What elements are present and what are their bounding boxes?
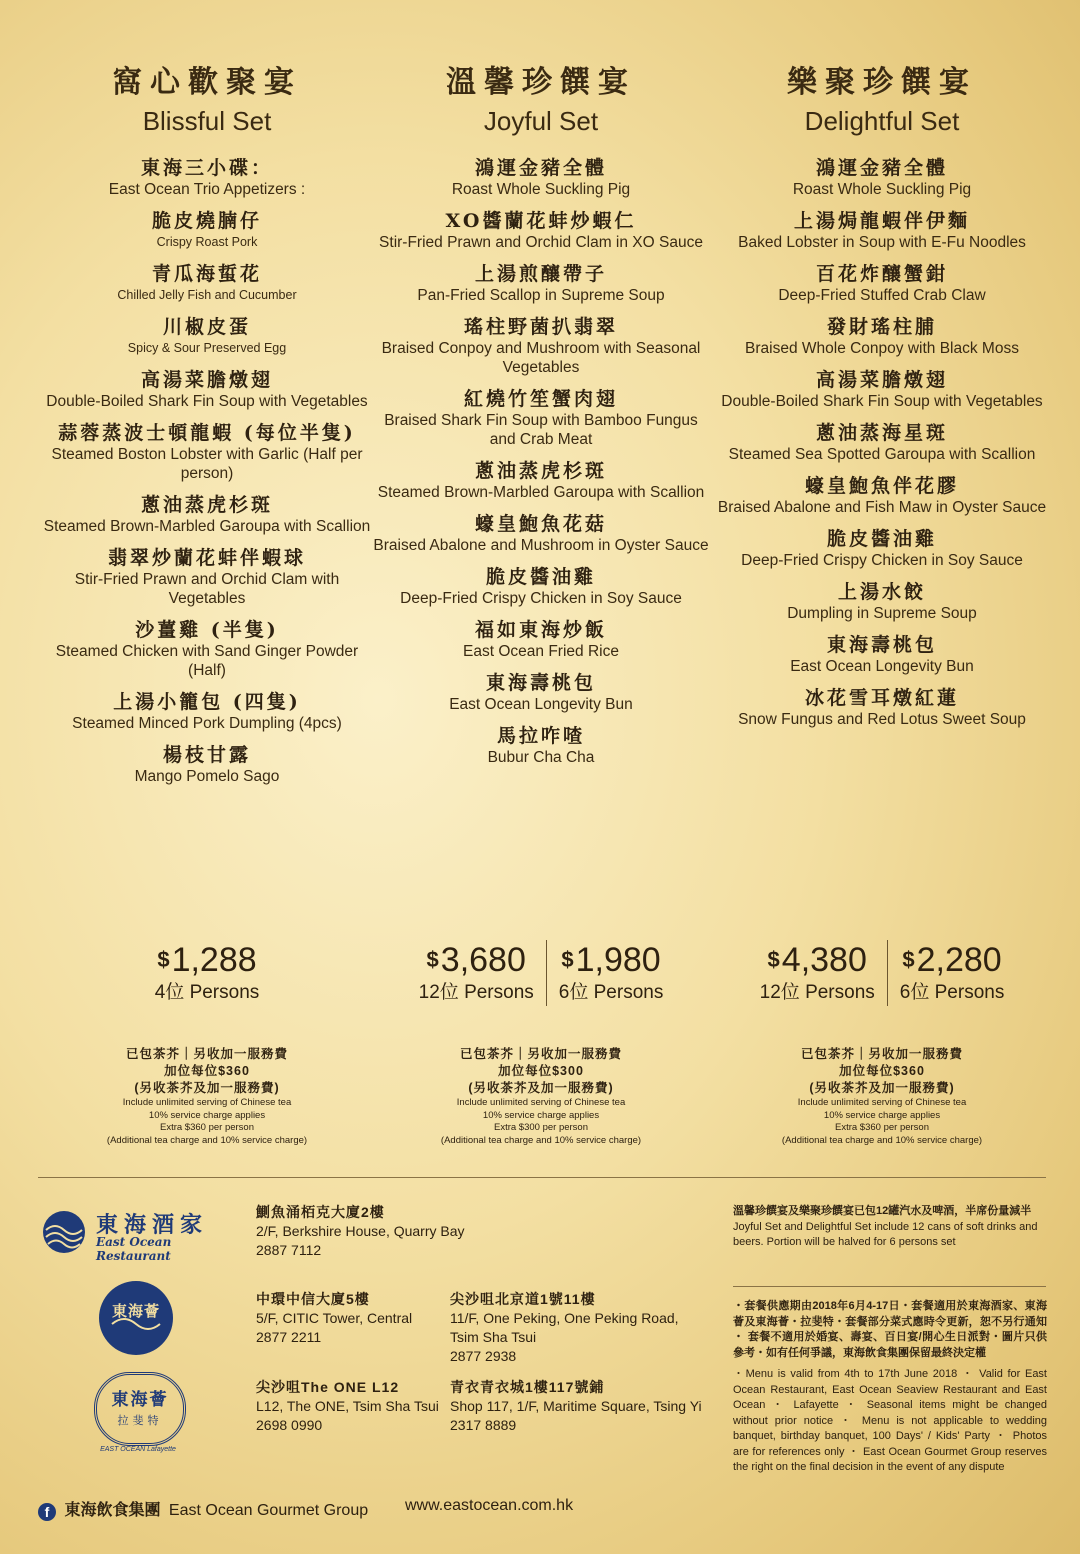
- dish-item: [37, 546, 377, 608]
- dish-name-zh: 蒜蓉蒸波士頓龍蝦 (每位半隻): [58, 422, 356, 444]
- dish-name-zh: 鴻運金豬全體: [474, 157, 607, 179]
- dish-name-en: Braised Abalone and Fish Maw in Oyster Sauce: [717, 499, 1047, 516]
- set-column-delightful: [712, 62, 1052, 739]
- dish-name-zh: 蔥油蒸虎杉斑: [474, 460, 607, 482]
- dish-name-en: Steamed Sea Spotted Garoupa with Scallion: [728, 446, 1036, 463]
- price-box: [748, 940, 887, 1006]
- dish-name-en: Spicy & Sour Preserved Egg: [127, 341, 287, 355]
- dish-name-zh: 上湯小籠包 (四隻): [113, 691, 301, 713]
- dish-name-en: Baked Lobster in Soup with E-Fu Noodles: [738, 234, 1026, 251]
- dish-name-zh: 蔥油蒸虎杉斑: [140, 494, 273, 516]
- dish-item: [371, 671, 711, 714]
- dish-item: [371, 565, 711, 608]
- dish-name-zh: 青瓜海蜇花: [151, 263, 262, 285]
- dish-name-zh: 東海三小碟：: [140, 157, 273, 179]
- price-amount: $4,380: [767, 941, 867, 979]
- dish-item: [37, 156, 377, 199]
- dish-item: [37, 315, 377, 358]
- address-tsing-yi: 青衣青衣城1樓117號鋪 Shop 117, 1/F, Maritime Square, Tsing Yi 2317 8889: [450, 1379, 702, 1433]
- price-amount: $1,980: [561, 941, 661, 979]
- dish-name-en: Dumpling in Supreme Soup: [787, 605, 977, 622]
- price-delightful: [712, 940, 1052, 1006]
- dish-item: [37, 368, 377, 411]
- dish-name-zh: 福如東海炒飯: [474, 619, 607, 641]
- dish-name-en: Deep-Fried Crispy Chicken in Soy Sauce: [741, 552, 1023, 569]
- lafayette-name-en: EAST OCEAN Lafayette: [100, 1446, 176, 1453]
- set-title-en: Blissful Set: [142, 106, 272, 136]
- dish-item: [371, 512, 711, 555]
- price-blissful: [37, 940, 377, 1006]
- address-quarry-bay: 鰂魚涌栢克大廈2樓 2/F, Berkshire House, Quarry Bay 2887 7112: [256, 1204, 465, 1258]
- dish-name-en: Steamed Boston Lobster with Garlic (Half per person): [51, 446, 363, 482]
- price-persons: 4位 Persons: [154, 982, 260, 1003]
- dish-name-en: Steamed Brown-Marbled Garoupa with Scallion: [43, 518, 371, 535]
- seaview-logo: [98, 1280, 174, 1356]
- service-note: 已包茶芥｜另收加一服務費 加位每位$300 (另收茶芥及加一服務費) Include unlimited serving of Chinese tea 10% service charge applies Extra $300 per person (Additional tea charge and 10% service charge): [440, 1047, 642, 1146]
- dish-name-en: Chilled Jelly Fish and Cucumber: [117, 288, 297, 302]
- dish-name-zh: 楊枝甘露: [162, 744, 251, 766]
- dish-item: [712, 209, 1052, 252]
- set-title-en: Delightful Set: [804, 106, 960, 136]
- website-link[interactable]: www.eastocean.com.hk: [405, 1497, 574, 1514]
- lafayette-sub-zh: 拉斐特: [117, 1414, 163, 1427]
- dish-name-zh: 高湯菜膽燉翅: [140, 369, 273, 391]
- price-box: [546, 940, 676, 1006]
- dish-name-en: Roast Whole Suckling Pig: [451, 181, 631, 198]
- price-persons: 6位 Persons: [899, 982, 1005, 1003]
- dish-name-zh: 紅燒竹笙蟹肉翅: [463, 388, 618, 410]
- dish-name-en: Deep-Fried Crispy Chicken in Soy Sauce: [400, 590, 682, 607]
- set-title-zh: 溫馨珍饌宴: [446, 65, 636, 100]
- dish-name-en: Steamed Brown-Marbled Garoupa with Scallion: [377, 484, 705, 501]
- dish-name-en: Double-Boiled Shark Fin Soup with Vegetables: [46, 393, 368, 410]
- east-ocean-name-zh: 東海酒家: [96, 1212, 209, 1238]
- dish-name-zh: 鴻運金豬全體: [815, 157, 948, 179]
- dish-item: [371, 618, 711, 661]
- dish-name-en: Roast Whole Suckling Pig: [792, 181, 972, 198]
- dish-name-en: Stir-Fried Prawn and Orchid Clam with Vegetables: [74, 571, 340, 607]
- address-central: 中環中信大廈5樓 5/F, CITIC Tower, Central 2877 2211: [256, 1291, 413, 1345]
- set-title-en: Joyful Set: [483, 106, 599, 136]
- dish-name-zh: 發財瑤柱脯: [826, 316, 937, 338]
- divider: [733, 1286, 1046, 1287]
- dish-name-zh: 川椒皮蛋: [162, 316, 251, 338]
- dish-item: [712, 156, 1052, 199]
- dish-name-en: East Ocean Trio Appetizers :: [108, 181, 306, 198]
- dish-item: [712, 686, 1052, 729]
- east-ocean-emblem-icon: [42, 1210, 86, 1254]
- dish-list: [712, 156, 1052, 729]
- facebook-icon[interactable]: f: [38, 1503, 56, 1521]
- price-joyful: [371, 940, 711, 1006]
- dish-name-zh: 上湯煎釀帶子: [474, 263, 607, 285]
- dish-name-en: Steamed Chicken with Sand Ginger Powder (Half): [55, 643, 359, 679]
- dish-item: [712, 368, 1052, 411]
- lafayette-logo: [88, 1372, 188, 1462]
- dish-item: [371, 156, 711, 199]
- dish-item: [371, 387, 711, 449]
- price-persons: 6位 Persons: [558, 982, 664, 1003]
- price-box: [143, 940, 272, 1006]
- dish-item: [37, 618, 377, 680]
- east-ocean-name-en: East Ocean Restaurant: [96, 1235, 172, 1263]
- dish-name-en: East Ocean Longevity Bun: [449, 696, 633, 713]
- dish-item: [712, 580, 1052, 623]
- dish-name-zh: 東海壽桃包: [826, 634, 937, 656]
- dish-name-en: East Ocean Longevity Bun: [790, 658, 974, 675]
- group-name-en: East Ocean Gourmet Group: [168, 1502, 369, 1519]
- dish-item: [371, 724, 711, 767]
- lafayette-name-zh: 東海薈: [111, 1390, 169, 1410]
- dish-name-zh: 沙薑雞 (半隻): [135, 619, 279, 641]
- set-column-joyful: [371, 62, 711, 777]
- dish-item: [371, 459, 711, 502]
- service-note: 已包茶芥｜另收加一服務費 加位每位$360 (另收茶芥及加一服務費) Include unlimited serving of Chinese tea 10% service charge applies Extra $360 per person (Additional tea charge and 10% service charge): [106, 1047, 308, 1146]
- dish-name-zh: 東海壽桃包: [485, 672, 596, 694]
- dish-name-en: Crispy Roast Pork: [156, 235, 258, 249]
- dish-item: [371, 315, 711, 377]
- dish-item: [712, 315, 1052, 358]
- divider: [38, 1177, 1046, 1178]
- dish-list: [371, 156, 711, 767]
- dish-item: [37, 690, 377, 733]
- dish-name-zh: 百花炸釀蟹鉗: [815, 263, 948, 285]
- dish-name-en: Steamed Minced Pork Dumpling (4pcs): [72, 715, 342, 732]
- dish-name-en: Braised Whole Conpoy with Black Moss: [745, 340, 1019, 357]
- dish-name-en: Mango Pomelo Sago: [134, 768, 280, 785]
- seaview-name-zh: 東海薈: [111, 1302, 160, 1320]
- set-title-zh: 窩心歡聚宴: [112, 65, 302, 100]
- dish-name-en: Braised Abalone and Mushroom in Oyster Sauce: [373, 537, 709, 554]
- dish-name-zh: 上湯水餃: [837, 581, 926, 603]
- address-the-one: 尖沙咀The ONE L12 L12, The ONE, Tsim Sha Tsui 2698 0990: [256, 1379, 439, 1433]
- dish-name-en: Snow Fungus and Red Lotus Sweet Soup: [738, 711, 1026, 728]
- price-persons: 12位 Persons: [759, 982, 875, 1003]
- dish-item: [371, 262, 711, 305]
- dish-name-zh: 脆皮醬油雞: [826, 528, 937, 550]
- address-one-peking: 尖沙咀北京道1號11樓 11/F, One Peking, One Peking Road, Tsim Sha Tsui 2877 2938: [450, 1291, 679, 1364]
- dish-name-en: Deep-Fried Stuffed Crab Claw: [778, 287, 986, 304]
- price-box: [407, 940, 546, 1006]
- dish-name-zh: 蠔皇鮑魚伴花膠: [804, 475, 959, 497]
- dish-item: [712, 474, 1052, 517]
- dish-name-zh: 脆皮燒腩仔: [151, 210, 262, 232]
- dish-name-zh: 冰花雪耳燉紅蓮: [804, 687, 959, 709]
- dish-item: [37, 493, 377, 536]
- dish-name-en: Braised Conpoy and Mushroom with Seasonal Vegetables: [381, 340, 701, 376]
- dish-item: [37, 743, 377, 786]
- lafayette-badge: [94, 1372, 186, 1446]
- dish-name-zh: XO醬蘭花蚌炒蝦仁: [445, 210, 637, 232]
- price-amount: $3,680: [426, 941, 526, 979]
- dish-name-zh: 翡翠炒蘭花蚌伴蝦球: [107, 547, 306, 569]
- service-note: 已包茶芥｜另收加一服務費 加位每位$360 (另收茶芥及加一服務費) Include unlimited serving of Chinese tea 10% service charge applies Extra $360 per person (Additional tea charge and 10% service charge): [781, 1047, 983, 1146]
- dish-item: [712, 633, 1052, 676]
- dish-name-zh: 高湯菜膽燉翅: [815, 369, 948, 391]
- dish-name-zh: 瑤柱野菌扒翡翠: [463, 316, 618, 338]
- terms-note: ・套餐供應期由2018年6月4-17日・套餐適用於東海酒家、東海薈及東海薈・拉斐特・套餐部分菜式應時令更新，恕不另行通知 ・ 套餐不適用於婚宴、壽宴、百日宴/開心生日派對・圖片只供參考・如有任何爭議，東海飲食集團保留最終決定權 ・Menu is valid from 4th to 17th June 2018 ・ Valid for East Ocean Restaurant, East Ocean Seaview Restaurant and East Ocean ・ Lafayette ・ Seasonal items might be changed without prior notice ・ Menu is not applicable to wedding banquet, birthday banquet, 100 Days' / Kids' Party ・ Photos are for references only ・ East Ocean Gourmet Group reserves the right on the final decision in the event of any dispute: [733, 1300, 1047, 1473]
- dish-name-zh: 上湯焗龍蝦伴伊麵: [793, 210, 970, 232]
- dish-item: [37, 421, 377, 483]
- dish-item: [712, 527, 1052, 570]
- dish-name-en: Bubur Cha Cha: [487, 749, 595, 766]
- dish-list: [37, 156, 377, 786]
- dish-name-en: Stir-Fried Prawn and Orchid Clam in XO Sauce: [379, 234, 703, 251]
- drinks-note: 溫馨珍饌宴及樂聚珍饌宴已包12罐汽水及啤酒，半席份量減半 Joyful Set and Delightful Set include 12 cans of soft drinks and beers. Portion will be halved for 6 persons set: [733, 1205, 1038, 1248]
- east-ocean-logo: [42, 1208, 232, 1263]
- dish-name-en: Double-Boiled Shark Fin Soup with Vegetables: [721, 393, 1043, 410]
- dish-name-en: Pan-Fried Scallop in Supreme Soup: [417, 287, 665, 304]
- price-persons: 12位 Persons: [418, 982, 534, 1003]
- set-title-zh: 樂聚珍饌宴: [787, 65, 977, 100]
- dish-name-zh: 脆皮醬油雞: [485, 566, 596, 588]
- dish-name-en: Braised Shark Fin Soup with Bamboo Fungus and Crab Meat: [384, 412, 698, 448]
- dish-item: [712, 262, 1052, 305]
- dish-name-zh: 蠔皇鮑魚花菇: [474, 513, 607, 535]
- dish-item: [37, 262, 377, 305]
- price-amount: $2,280: [902, 941, 1002, 979]
- dish-name-zh: 馬拉咋喳: [496, 725, 585, 747]
- group-name-zh: 東海飲食集團: [64, 1502, 161, 1519]
- dish-name-zh: 蔥油蒸海星斑: [815, 422, 948, 444]
- price-box: [887, 940, 1017, 1006]
- set-column-blissful: [37, 62, 377, 796]
- dish-name-en: East Ocean Fried Rice: [463, 643, 619, 660]
- footer-group: [38, 1497, 368, 1521]
- dish-item: [371, 209, 711, 252]
- price-amount: $1,288: [157, 941, 257, 979]
- dish-item: [712, 421, 1052, 464]
- dish-item: [37, 209, 377, 252]
